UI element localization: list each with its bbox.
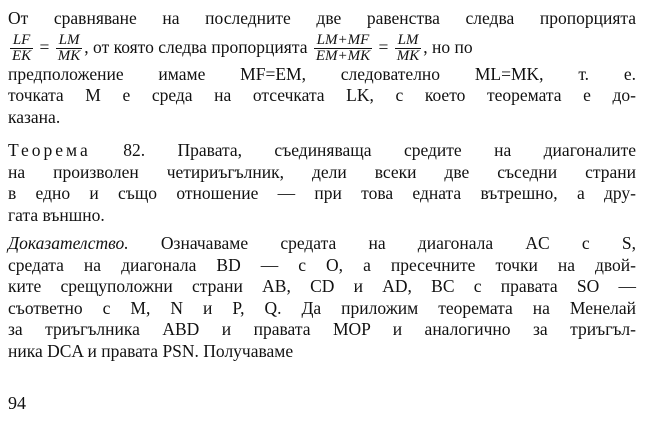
text-line: в едно и също отношение — при това едната вътрешно, а дру- bbox=[8, 183, 636, 203]
equals-sign: = bbox=[378, 36, 389, 57]
fraction-sum: $\frac{LM+MF}{EM+MK}$ bbox=[315, 31, 371, 64]
text-line: Доказателство. Означаваме средата на диагонала AC с S, bbox=[8, 233, 636, 253]
fraction-lm-mk: $\frac{LM}{MK}$ bbox=[57, 31, 81, 64]
text-line: От сравняване на последните две равенства следва пропорцията bbox=[8, 8, 636, 28]
formula-mid-text: , от която следва пропорцията bbox=[84, 36, 308, 57]
page-number: 94 bbox=[8, 393, 26, 413]
paragraph-proof bbox=[8, 233, 636, 362]
text-line: предположение имаме MF=EM, следователно ML=MK, т. е. bbox=[8, 63, 636, 84]
text-line: на произволен четириъгълник, дели всеки две съседни страни bbox=[8, 161, 636, 182]
text-line: ника DCA и правата PSN. Получаваме bbox=[8, 340, 294, 361]
text-line: средата на диагонала BD — с O, а пресечните точки на двой- bbox=[8, 254, 636, 275]
equals-sign: = bbox=[39, 36, 50, 57]
text-line: точката M е среда на отсечката LK, с което теоремата е до- bbox=[8, 85, 636, 106]
paragraph-theorem-82 bbox=[8, 140, 636, 226]
text-line: за триъгълника ABD и правата MOP и аналогично за триъгъл- bbox=[8, 319, 636, 339]
fraction-lm-mk-2: $\frac{LM}{MK}$ bbox=[396, 31, 420, 64]
text-line: съответно с M, N и P, Q. Да приложим теоремата на Менелай bbox=[8, 297, 636, 318]
text-line: Теорема 82. Правата, съединяваща средите на диагоналите bbox=[8, 140, 636, 160]
theorem-label: Теорема bbox=[8, 140, 91, 160]
text-line: казана. bbox=[8, 106, 61, 127]
text-line: гата външно. bbox=[8, 204, 105, 225]
paragraph-proof-end bbox=[8, 8, 636, 128]
text-line: ките срещуположни страни AB, CD и AD, BC с правата SO — bbox=[8, 276, 636, 296]
proof-label: Доказателство. bbox=[8, 233, 129, 253]
formula-line bbox=[8, 30, 636, 64]
formula-tail-text: , но по bbox=[423, 36, 473, 57]
fraction-lf-ek: $\frac{LF}{EK}$ bbox=[12, 31, 32, 64]
